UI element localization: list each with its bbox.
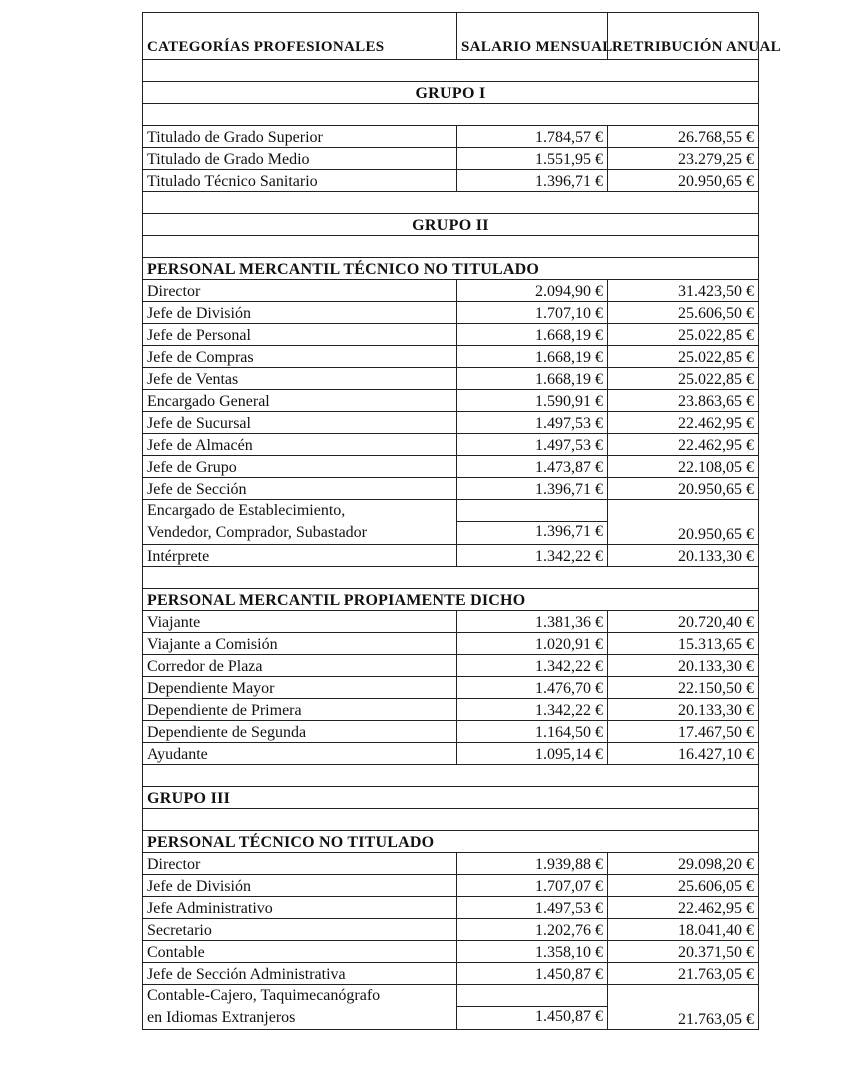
category-cell	[143, 500, 457, 545]
table-row	[143, 280, 759, 302]
table-row-multiline	[143, 500, 759, 545]
annual-cell: 18.041,40 €	[608, 919, 759, 941]
category-cell: Contable	[143, 941, 457, 963]
table-row	[143, 545, 759, 567]
group-row	[143, 787, 759, 809]
header-monthly-salary: SALARIO MENSUAL	[457, 13, 608, 60]
category-cell: Jefe de Sección	[143, 478, 457, 500]
category-cell: Jefe de División	[143, 875, 457, 897]
category-cell: Titulado de Grado Superior	[143, 126, 457, 148]
monthly-cell: 1.381,36 €	[457, 611, 608, 633]
monthly-cell: 1.095,14 €	[457, 743, 608, 765]
group-row	[143, 82, 759, 104]
category-cell: Director	[143, 280, 457, 302]
annual-cell: 20.950,65 €	[608, 500, 759, 545]
spacer-row	[143, 60, 759, 82]
table-row	[143, 324, 759, 346]
subgroup-row	[143, 258, 759, 280]
annual-cell: 20.720,40 €	[608, 611, 759, 633]
monthly-cell: 1.590,91 €	[457, 390, 608, 412]
annual-cell: 22.462,95 €	[608, 897, 759, 919]
table-row	[143, 721, 759, 743]
annual-cell: 20.950,65 €	[608, 170, 759, 192]
category-line-1: Contable-Cajero, Taquimecanógrafo	[147, 987, 381, 1004]
spacer-row	[143, 809, 759, 831]
monthly-cell: 1.707,07 €	[457, 875, 608, 897]
category-line-2: en Idiomas Extranjeros	[147, 1009, 296, 1026]
group-title-2: GRUPO II	[143, 214, 759, 236]
spacer-row	[143, 567, 759, 589]
monthly-cell: 1.668,19 €	[457, 368, 608, 390]
table-row	[143, 170, 759, 192]
monthly-cell: 1.497,53 €	[457, 434, 608, 456]
annual-cell: 21.763,05 €	[608, 985, 759, 1030]
header-annual-pay: RETRIBUCIÓN ANUAL	[608, 13, 759, 60]
table-row	[143, 699, 759, 721]
category-cell: Encargado General	[143, 390, 457, 412]
annual-cell: 20.133,30 €	[608, 655, 759, 677]
table-row	[143, 346, 759, 368]
category-cell: Titulado de Grado Medio	[143, 148, 457, 170]
table-row	[143, 743, 759, 765]
category-cell: Jefe Administrativo	[143, 897, 457, 919]
table-row	[143, 677, 759, 699]
monthly-cell: 1.358,10 €	[457, 941, 608, 963]
table-row	[143, 456, 759, 478]
annual-cell: 29.098,20 €	[608, 853, 759, 875]
table-row	[143, 148, 759, 170]
annual-cell: 26.768,55 €	[608, 126, 759, 148]
monthly-value: 1.450,87 €	[535, 1008, 603, 1025]
annual-cell: 23.279,25 €	[608, 148, 759, 170]
table-row-multiline	[143, 985, 759, 1030]
monthly-cell: 1.202,76 €	[457, 919, 608, 941]
header-row	[143, 13, 759, 60]
category-cell: Titulado Técnico Sanitario	[143, 170, 457, 192]
monthly-cell: 2.094,90 €	[457, 280, 608, 302]
category-cell: Jefe de Sucursal	[143, 412, 457, 434]
subgroup-title-tecnico-no-titulado: PERSONAL MERCANTIL TÉCNICO NO TITULADO	[143, 258, 759, 280]
category-cell: Corredor de Plaza	[143, 655, 457, 677]
category-line-2: Vendedor, Comprador, Subastador	[147, 524, 368, 541]
monthly-cell: 1.020,91 €	[457, 633, 608, 655]
salary-table	[142, 12, 781, 1030]
annual-cell: 25.022,85 €	[608, 324, 759, 346]
monthly-cell: 1.497,53 €	[457, 412, 608, 434]
table-row	[143, 412, 759, 434]
table-row	[143, 302, 759, 324]
annual-cell: 20.133,30 €	[608, 545, 759, 567]
grupo3-sub1-rows	[143, 853, 759, 985]
subgroup-row	[143, 589, 759, 611]
category-cell: Jefe de Sección Administrativa	[143, 963, 457, 985]
monthly-value: 1.396,71 €	[535, 523, 603, 540]
monthly-cell: 1.551,95 €	[457, 148, 608, 170]
category-cell: Intérprete	[143, 545, 457, 567]
monthly-cell: 1.939,88 €	[457, 853, 608, 875]
table-row	[143, 390, 759, 412]
monthly-cell: 1.707,10 €	[457, 302, 608, 324]
monthly-cell: 1.396,71 €	[457, 478, 608, 500]
subgroup-title-propiamente-dicho: PERSONAL MERCANTIL PROPIAMENTE DICHO	[143, 589, 759, 611]
annual-cell: 25.606,05 €	[608, 875, 759, 897]
annual-cell: 22.462,95 €	[608, 412, 759, 434]
group-row	[143, 214, 759, 236]
monthly-cell: 1.396,71 €	[457, 170, 608, 192]
grupo2-sub2-rows	[143, 611, 759, 765]
spacer-row	[143, 765, 759, 787]
annual-cell: 25.022,85 €	[608, 368, 759, 390]
table-row	[143, 611, 759, 633]
table-row	[143, 478, 759, 500]
subgroup-title-tecnico-no-titulado-3: PERSONAL TÉCNICO NO TITULADO	[143, 831, 759, 853]
category-cell: Dependiente Mayor	[143, 677, 457, 699]
annual-cell: 17.467,50 €	[608, 721, 759, 743]
category-cell: Ayudante	[143, 743, 457, 765]
annual-cell: 25.022,85 €	[608, 346, 759, 368]
table-row	[143, 853, 759, 875]
table-row	[143, 434, 759, 456]
monthly-cell: 1.784,57 €	[457, 126, 608, 148]
category-cell: Viajante	[143, 611, 457, 633]
category-cell: Jefe de División	[143, 302, 457, 324]
category-cell	[143, 985, 457, 1030]
monthly-cell: 1.342,22 €	[457, 545, 608, 567]
annual-cell: 20.133,30 €	[608, 699, 759, 721]
category-cell: Secretario	[143, 919, 457, 941]
category-cell: Jefe de Grupo	[143, 456, 457, 478]
table-row	[143, 941, 759, 963]
monthly-cell: 1.450,87 €	[457, 963, 608, 985]
group-title-1: GRUPO I	[143, 82, 759, 104]
category-cell: Viajante a Comisión	[143, 633, 457, 655]
monthly-cell: 1.476,70 €	[457, 677, 608, 699]
subgroup-row	[143, 831, 759, 853]
category-cell: Jefe de Personal	[143, 324, 457, 346]
table-row	[143, 875, 759, 897]
category-cell: Director	[143, 853, 457, 875]
spacer-row	[143, 192, 759, 214]
monthly-cell: 1.342,22 €	[457, 655, 608, 677]
table-row	[143, 897, 759, 919]
annual-cell: 15.313,65 €	[608, 633, 759, 655]
monthly-cell: 1.473,87 €	[457, 456, 608, 478]
category-cell: Jefe de Almacén	[143, 434, 457, 456]
annual-cell: 23.863,65 €	[608, 390, 759, 412]
annual-cell: 21.763,05 €	[608, 963, 759, 985]
monthly-cell	[457, 500, 608, 545]
header-categories: CATEGORÍAS PROFESIONALES	[143, 13, 457, 60]
monthly-cell: 1.497,53 €	[457, 897, 608, 919]
category-line-1: Encargado de Establecimiento,	[147, 502, 346, 519]
annual-cell: 22.150,50 €	[608, 677, 759, 699]
grupo1-rows	[143, 126, 759, 192]
annual-cell: 31.423,50 €	[608, 280, 759, 302]
category-cell: Jefe de Ventas	[143, 368, 457, 390]
monthly-cell	[457, 985, 608, 1030]
group-title-3: GRUPO III	[143, 787, 759, 809]
spacer-row	[143, 236, 759, 258]
annual-cell: 25.606,50 €	[608, 302, 759, 324]
spacer-row	[143, 104, 759, 126]
category-cell: Dependiente de Segunda	[143, 721, 457, 743]
annual-cell: 20.950,65 €	[608, 478, 759, 500]
monthly-cell: 1.668,19 €	[457, 346, 608, 368]
annual-cell: 20.371,50 €	[608, 941, 759, 963]
monthly-cell: 1.164,50 €	[457, 721, 608, 743]
annual-cell: 22.108,05 €	[608, 456, 759, 478]
category-cell: Dependiente de Primera	[143, 699, 457, 721]
monthly-cell: 1.668,19 €	[457, 324, 608, 346]
annual-cell: 16.427,10 €	[608, 743, 759, 765]
table-row	[143, 368, 759, 390]
monthly-cell: 1.342,22 €	[457, 699, 608, 721]
table-row	[143, 919, 759, 941]
table-row	[143, 633, 759, 655]
grupo2-sub1-rows	[143, 280, 759, 500]
table-row	[143, 963, 759, 985]
salary-table-page	[142, 12, 781, 1030]
table-row	[143, 126, 759, 148]
category-cell: Jefe de Compras	[143, 346, 457, 368]
annual-cell: 22.462,95 €	[608, 434, 759, 456]
table-row	[143, 655, 759, 677]
